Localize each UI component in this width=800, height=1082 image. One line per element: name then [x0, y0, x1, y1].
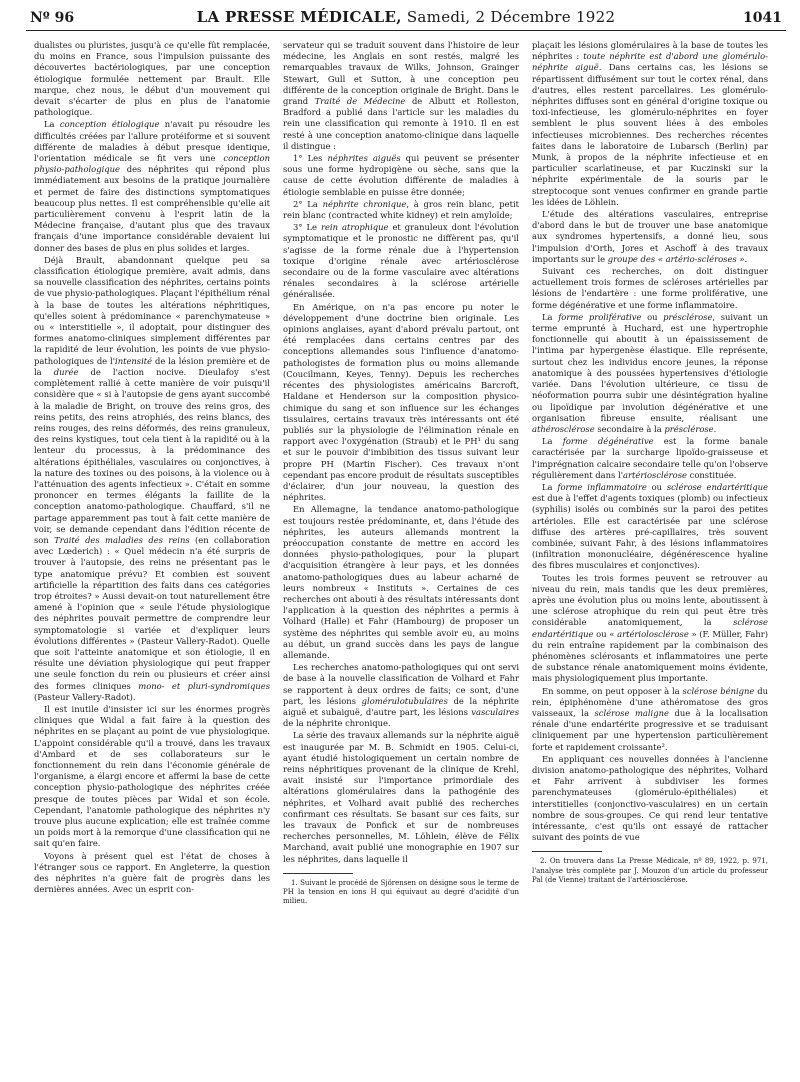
paragraph: La série des travaux allemands sur la néphrite aiguë est inaugurée par M. B. Schmidt en 1905. Celui-ci, ayant étudié histologiquement un certain nombre de reins néphritiques provenant de la clinique de Krehl, avait insisté sur l'importance primordiale des altérations glomérulaires dans la pathogénie des néphrites, et Volhard avait publié des recherches confirmant ces résultats. Se basant sur ces faits, sur les travaux de Ponfick et sur de nombreuses recherches personnelles, M. Löhlein, élève de Félix Marchand, avait publié une monographie en 1907 sur les néphrites, dans laquelle il: [283, 730, 519, 864]
footnote-rule: [532, 851, 602, 852]
paragraph: Il est inutile d'insister ici sur les énormes progrès cliniques que Widal a fait faire à la question des néphrites en se plaçant au point de vue physiologique. L'appoint considérable qu'il a trouvé, dans les travaux d'Ambard et de ses collaborateurs sur le fonctionnement du rein dans l'économie générale de l'organisme, a élargi encore et affermi la base de cette conception physio-pathologique des néphrites créée presque de toutes pièces par Widal et son école. Cependant, l'anatomie pathologique des néphrites n'y trouve plus aucune explication; elle est traînée comme un poids mort à la remorque d'une classification qui ne sait qu'en faire.: [34, 703, 270, 849]
column-2: [283, 40, 519, 1070]
footnote-rule: [283, 873, 353, 874]
paragraph: En Amérique, on n'a pas encore pu noter le développement d'une doctrine bien originale. Les opinions anglaises, ayant d'abord prévalu partout, ont été remplacées dans certains centres par des conceptions allemandes sous l'influence d'anatomo-pathologistes de formation plus ou moins allemande (Coucilmann, Keyes, Tenny). Depuis les recherches récentes des physiologistes américains Barcroft, Haldane et Henderson sur la composition physico-chimique du sang et son influence sur les échanges tissulaires, certains travaux très intéressants ont été publiés sur la physiologie de l'élimination rénale en rapport avec l'oxygénation (Straub) et le PH¹ du sang et sur le pouvoir d'imbibition des tissus suivant leur propre PH (Martin Fischer). Ces travaux n'ont cependant pas encore produit de résultats susceptibles d'éclairer, d'un jour nouveau, la question des néphrites.: [283, 301, 519, 503]
header-rule: [26, 30, 786, 31]
paragraph: servateur qui se traduit souvent dans l'histoire de leur médecine, les Anglais en sont restés, malgré les remarquables travaux de Wilks, Johnson, Grainger Stewart, Gull et Sutton, à une conception peu différente de la conception originale de Bright. Dans le grand Traité de Médecine de Albutt et Rolleston, Bradford a publié dans l'article sur les maladies du rein une classification qui remonte à 1910. Il en est resté à une conception anatomo-clinique dans laquelle il distingue :: [283, 40, 519, 151]
paragraph: En somme, on peut opposer à la sclérose bénigne du rein, épiphénomène d'une athéromatose des gros vaisseaux, la sclérose maligne due à la localisation rénale d'une endartérite progressive et se traduisant cliniquement par une hypertension particulièrement forte et rapidement croissante².: [532, 685, 768, 752]
paragraph: En appliquant ces nouvelles données à l'ancienne division anatomo-pathologique des néphrites, Volhard et Fahr arrivent à subdiviser les formes parenchymateuses (glomérulo-épithéliales) et interstitielles (conjonctivo-vasculaires) en un certain nombre de sous-groupes. Ce qui rend leur tentative intéressante, c'est qu'ils ont essayé de rattacher suivant des points de vue: [532, 753, 768, 843]
paragraph: plaçait les lésions glomérulaires à la base de toutes les néphrites : toute néphrite est d'abord une glomérulo-néphrite aiguë. Dans certains cas, les lésions se répartissent diffusément sur tout le cortex rénal, dans d'autres, elles restent parcellaires. Les glomérulo-néphrites diffuses sont en général d'origine toxique ou toxi-infectieuse, les glomérulo-néphrites en foyer semblent le plus souvent liées à des emboles infectieuses microbiennes. Des recherches récentes faites dans le laboratoire de Lubarsch (Berlin) par Munk, à propos de la néphrite infectieuse et en particulier scarlatineuse, et par Kuczinski sur la néphrite expérimentale de la souris par le streptocoque sont venues confirmer en grande partie les idées de Löhlein.: [532, 40, 768, 207]
footnote: 2. On trouvera dans La Presse Médicale, nº 89, 1922, p. 971, l'analyse très complète par J. Mouzon d'un article du professeur Pal (de Vienne) traitant de l'artériosclérose.: [532, 857, 768, 884]
journal-name: LA PRESSE MÉDICALE,: [196, 8, 402, 26]
paragraph: Toutes les trois formes peuvent se retrouver au niveau du rein, mais tandis que les deux premières, après une évolution plus ou moins lente, aboutissent à une sclérose atrophique du rein qui peut être très considérable anatomiquement, la sclérose endartéritique ou « artériolosclérose » (F. Müller, Fahr) du rein entraîne rapidement par la combinaison des phénomènes sclérosants et inflammatoires une perte de substance rénale anatomiquement moins évidente, mais physiologiquement plus importante.: [532, 572, 768, 684]
paragraph: dualistes ou pluristes, jusqu'à ce qu'elle fût remplacée, du moins en France, sous l'impulsion puissante des découvertes bactériologiques, par une conception étiologique formulée nettement par Brault. Elle marque, chez nous, le début d'un mouvement qui devait s'écarter de plus en plus de l'anatomie pathologique.: [34, 40, 270, 118]
list-item: 3° Le rein atrophique et granuleux dont l'évolution symptomatique et le pronostic ne diffèrent pas, qu'il s'agisse de la forme rénale due à l'hypertension toxique d'origine rénale avec artériosclérose secondaire ou de la forme vasculaire avec altérations rénales secondaires à la sclérose artérielle généralisée.: [283, 222, 519, 300]
column-1: [34, 40, 270, 1070]
paragraph: Suivant ces recherches, on doit distinguer actuellement trois formes de scléroses artérielles par lésions de l'endartère : une forme proliférative, une forme dégénérative et une forme inflammatoire.: [532, 266, 768, 310]
paragraph: La forme dégénérative est la forme banale caractérisée par la surcharge lipoïdo-graisseuse et l'imprégnation calcaire secondaire telle qu'on l'observe régulièrement dans l'artériosclérose constituée.: [532, 436, 768, 480]
issue-number: Nº 96: [30, 10, 75, 26]
paragraph: L'étude des altérations vasculaires, entreprise d'abord dans le but de trouver une base anatomique aux syndromes hypertensifs, a donné lieu, sous l'impulsion d'Orth, Jores et Aschoff à des travaux importants sur le groupe des « artério-scléroses ».: [532, 209, 768, 264]
column-3: [532, 40, 768, 1070]
paragraph: La conception étiologique n'avait pu résoudre les difficultés créées par l'allure protéiforme et si souvent différente de maladies à début presque identique, l'orientation médicale se fit vers une conception physio-pathologique des néphrites qui répond plus immédiatement aux besoins de la pratique journalière et permet de faire des distinctions symptomatiques beaucoup plus nettes. Il est compréhensible qu'elle ait particulièrement convenu à l'esprit latin de la Médecine française, d'autant plus que des travaux français d'une importance considérable devaient lui donner des bases de plus en plus solides et larges.: [34, 119, 270, 253]
footnote: 1. Suivant le procédé de Sjörensen on désigne sous le terme de PH la tension en ions H qui équivaut au degré d'acidité d'un milieu.: [283, 878, 519, 906]
paragraph: Voyons à présent quel est l'état de choses à l'étranger sous ce rapport. En Angleterre, la question des néphrites n'a guère fait de progrès dans les dernières années. Avec un esprit con-: [34, 850, 270, 895]
page-number: 1041: [743, 10, 782, 26]
paragraph: Les recherches anatomo-pathologiques qui ont servi de base à la nouvelle classification de Volhard et Fahr se rapportent à deux ordres de faits; ce sont, d'une part, les lésions glomérulotubulaires de la néphrite aiguë et subaiguë, d'autre part, les lésions vasculaires de la néphrite chronique.: [283, 662, 519, 729]
paragraph: La forme proliférative ou présclérose, suivant un terme emprunté à Huchard, est une hypertrophie fonctionnelle qui aboutit à un épaississement de l'intima par hypergenèse élastique. Elle représente, surtout chez les individus encore jeunes, la réponse anatomique à des poussées hypertensives d'étiologie variée. Dans l'évolution ultérieure, ce tissu de néoformation pourra subir une désintégration hyaline ou lipoïdique par involution dégénérative et une organisation fibreuse ensuite, réalisant une athérosclérose secondaire à la présclérose.: [532, 311, 768, 434]
list-item: 1° Les néphrites aiguës qui peuvent se présenter sous une forme hydropigène ou sèche, sans que la cause de cette évolution différente de maladies à étiologie semblable en puisse être donnée;: [283, 153, 519, 197]
paragraph: En Allemagne, la tendance anatomo-pathologique est toujours restée prédominante, et, dans l'étude des néphrites, les auteurs allemands montrent la préoccupation constante de mettre en accord les données physio-pathologiques, pour la plupart d'acquisition étrangère à leur pays, et les données anatomo-pathologiques dues au labeur acharné de leurs nombreux « Instituts ». Certaines de ces recherches ont abouti à des résultats intéressants dont l'application à la question des néphrites a permis à Volhard (Halle) et Fahr (Hambourg) de proposer un système des néphrites qui semble avoir eu, au moins au début, un grand succès dans les pays de langue allemande.: [283, 504, 519, 660]
page-header: [26, 6, 786, 32]
list-item: 2° La néphrite chronique, à gros rein blanc, petit rein blanc (contracted white kidney) et rein amyloïde;: [283, 198, 519, 221]
running-title: [26, 8, 786, 26]
paragraph: Déjà Brault, abandonnant quelque peu sa classification étiologique première, avait admis, dans sa nouvelle classification des néphrites, certains points de vue physio-pathologiques. Plaçant l'épithélium rénal à la base de toutes les altérations néphritiques, qu'elles soient à prédominance « parenchymateuse » ou « interstitielle », il adoptait, pour distinguer des formes anatomo-cliniques simplement différentes par la rapidité de leur évolution, les points de vue physio-pathologiques de l'intensité de la lésion première et de la durée de l'action nocive. Dieulafoy s'est complètement rallié à cette manière de voir puisqu'il considère que « si à l'autopsie de gens ayant succombé à la maladie de Bright, on trouve des reins gros, des reins petits, des reins atrophiés, des reins blancs, des reins rouges, des reins déformés, des reins granuleux, des reins kystiques, tout cela tient à la rapidité ou à la lenteur du processus, à la prédominance des altérations épithéliales, vasculaires ou conjonctives, à la nature des toxines ou des poisons, à la violence ou à l'atténuation des agents infectieux ». C'était en somme prononcer en termes élégants la faillite de la conception anatomo-pathologique. Chauffard, s'il ne partage apparemment pas tout à fait cette manière de voir, se demande cependant dans l'édition récente de son Traité des maladies des reins (en collaboration avec Lœderich) : « Quel médecin n'a été surpris de trouver à l'autopsie, des reins ne présentant pas le type anatomique prévu? Et combien est souvent artificielle la répartition des faits dans ces catégories trop étroites? » Aussi devait-on tout naturellement être amené à l'opinion que « seule l'étude physiologique des néphrites pouvait permettre de comprendre leur symptomatologie si variée et d'expliquer leurs évolutions différentes » (Pasteur Vallery-Radot). Quelle que soit l'atteinte anatomique et son étiologie, il en résulte une déviation physiologique qui peut frapper une seule fonction du rein ou plusieurs et créer ainsi des formes cliniques mono- et pluri-syndromiques (Pasteur Vallery-Radot).: [34, 254, 270, 702]
issue-date: Samedi, 2 Décembre 1922: [406, 8, 616, 26]
paragraph: La forme inflammatoire ou sclérose endartéritique est due à l'effet d'agents toxiques (plomb) ou infectieux (syphilis) isolés ou combinés sur la paroi des petites artérioles. Elle est caractérisée par une sclérose diffuse des artères pré-capillaires, très souvent combinée, suivant Fahr, à des lésions inflammatoires (infiltration mononucléaire, dégénérescence hyaline des fibres musculaires et conjonctives).: [532, 481, 768, 571]
